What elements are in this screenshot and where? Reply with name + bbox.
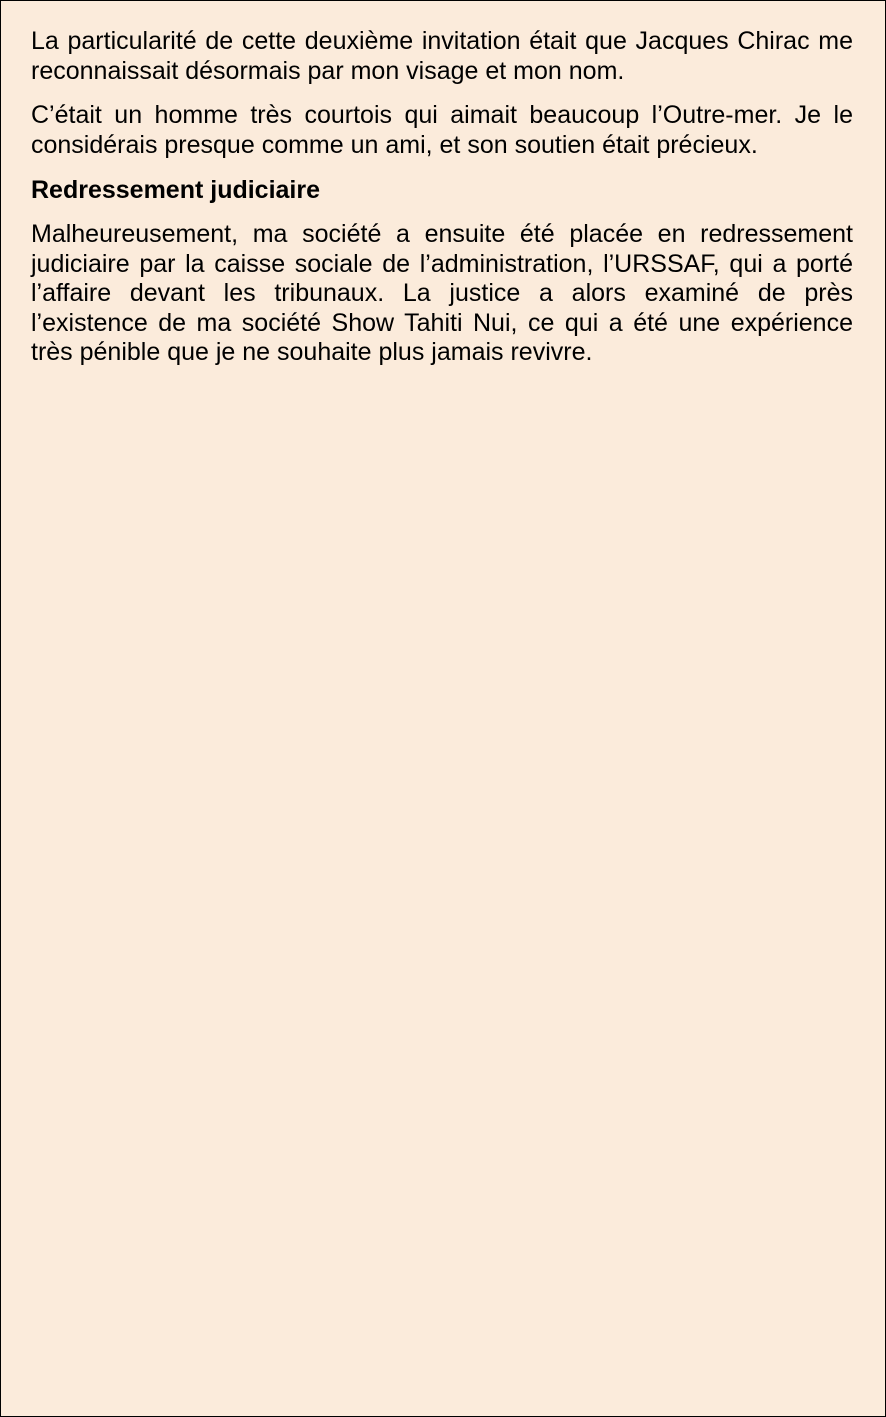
- section-heading: Redressement judiciaire: [31, 176, 321, 204]
- paragraph-redressement: Malheureusement, ma société a ensuite été placée en redressement judiciaire par la caisse sociale de l’administration, l’URSSAF, qui a porté l’affaire devant les tribunaux. La justice a alors examiné de près l’existence de ma société Show Tahiti Nui, ce qui a été une expérience très pénible que je ne souhaite plus jamais revivre.: [31, 220, 853, 366]
- paragraph-chirac: C’était un homme très courtois qui aimait beaucoup l’Outre-mer. Je le considérais presque comme un ami, et son soutien était précieux.: [31, 101, 853, 159]
- paragraph-invitation: La particularité de cette deuxième invitation était que Jacques Chirac me reconnaissait désormais par mon visage et mon nom.: [31, 27, 853, 85]
